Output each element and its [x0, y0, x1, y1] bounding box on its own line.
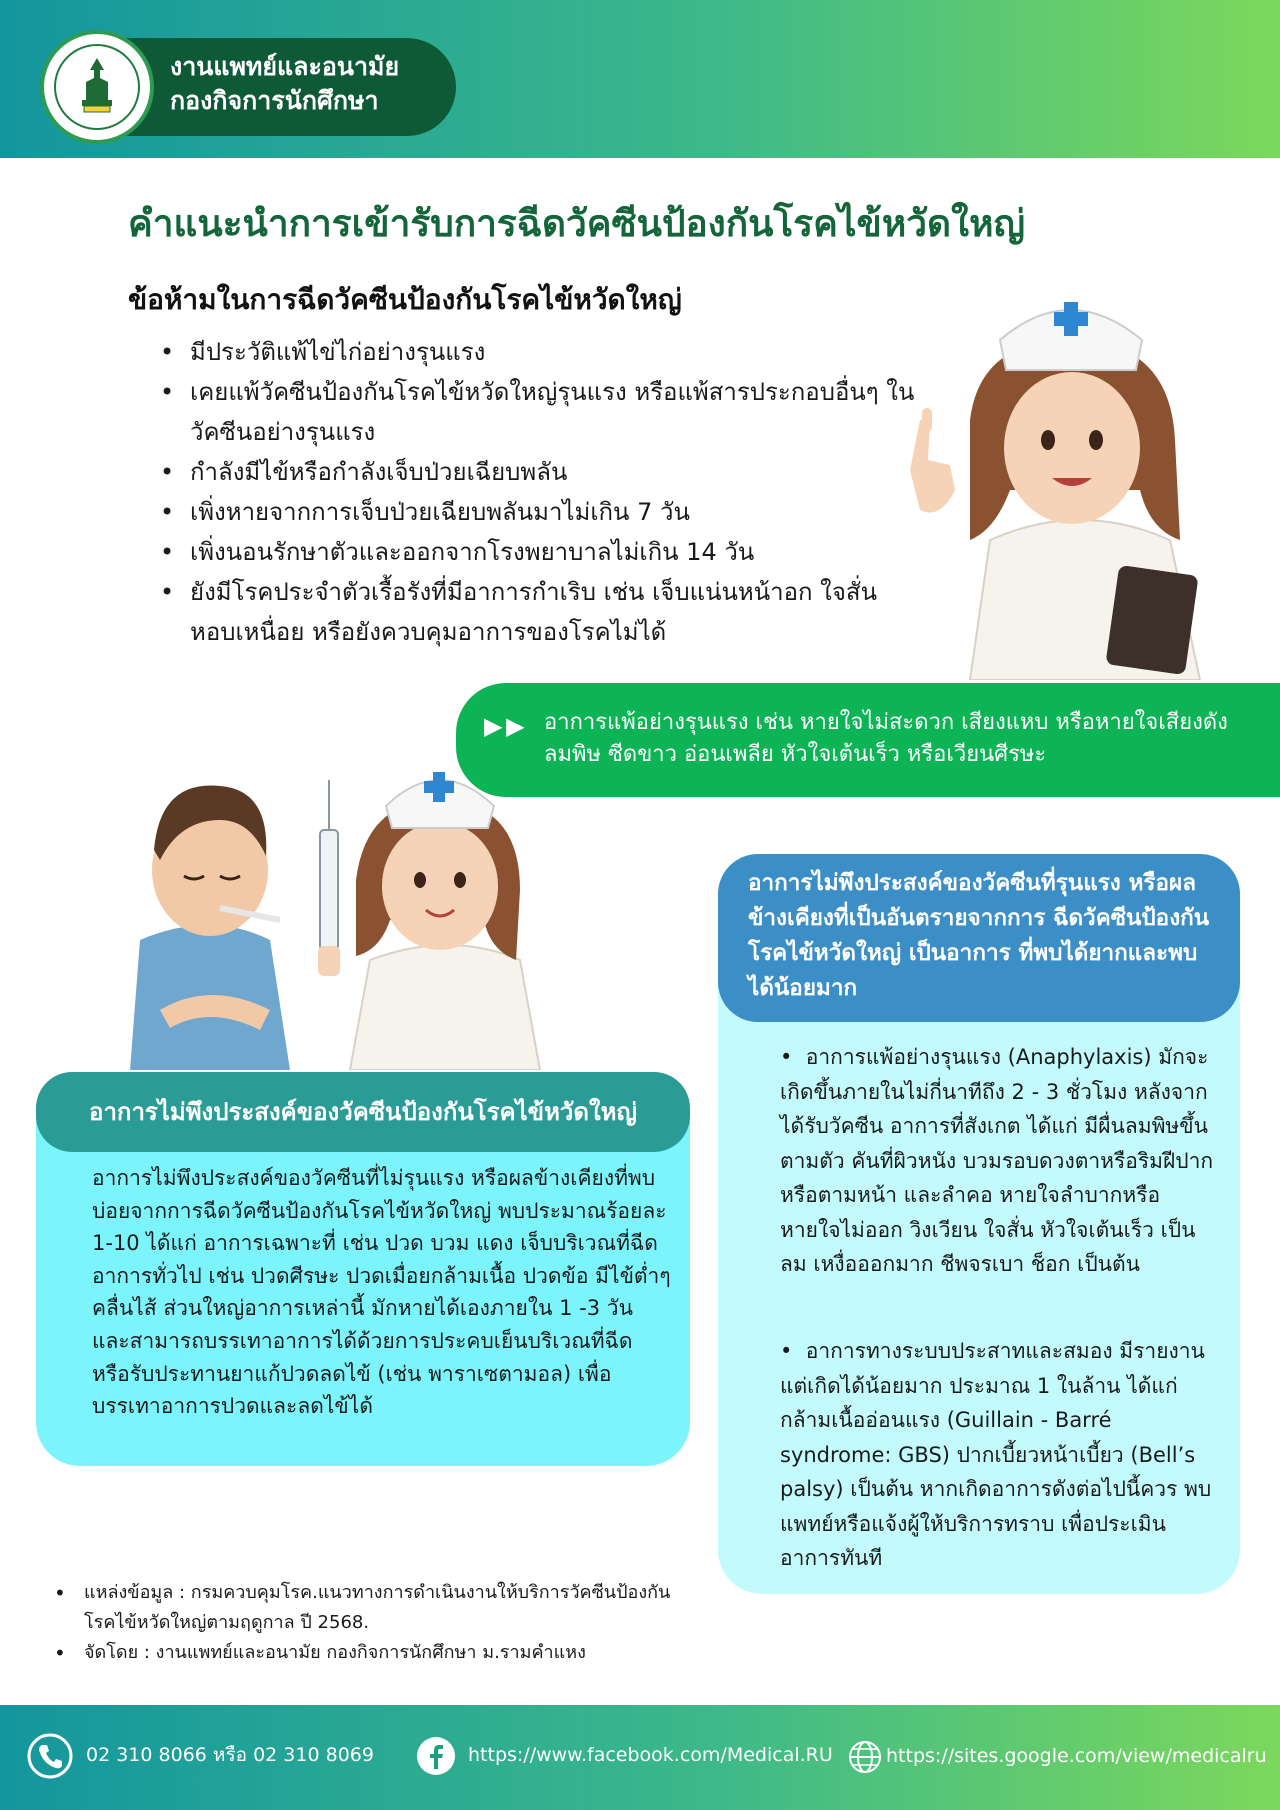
org-line-2: กองกิจการนักศึกษา [170, 86, 379, 115]
bullet: • [780, 1045, 806, 1069]
list-item: • เพิ่งนอนรักษาตัวและออกจากโรงพยาบาลไม่เกิน 14 วัน [160, 532, 940, 572]
serious-effect-text: อาการทางระบบประสาทและสมอง มีรายงานแต่เกิดได้น้อยมาก ประมาณ 1 ในล้าน ได้แก่ กล้ามเนื้ออ่อนแรง (Guillain - Barré syndrome: GBS) ปากเบี้ยวหน้าเบี้ยว (Bell’s palsy) เป็นต้น หากเกิดอาการดังต่อไปนี้ควร พบแพทย์หรือแจ้งผู้ให้บริการทราบ เพื่อประเมินอาการทันที [780, 1339, 1212, 1570]
list-item: • เพิ่งหายจากการเจ็บป่วยเฉียบพลันมาไม่เกิน 7 วัน [160, 492, 940, 532]
org-line-1: งานแพทย์และอนามัย [170, 52, 400, 81]
nurse-illustration [900, 290, 1260, 680]
references-list [54, 1578, 694, 1668]
globe-icon [848, 1740, 882, 1774]
contraindications-list [160, 332, 940, 652]
facebook-link[interactable]: https://www.facebook.com/Medical.RU [468, 1744, 833, 1766]
phone-icon [26, 1732, 74, 1780]
list-item: • เคยแพ้วัคซีนป้องกันโรคไข้หวัดใหญ่รุนแรง หรือแพ้สารประกอบอื่นๆ ในวัคซีนอย่างรุนแรง [160, 372, 950, 452]
banner-text: อาการแพ้อย่างรุนแรง เช่น หายใจไม่สะดวก เสียงแหบ หรือหายใจเสียงดัง ลมพิษ ซีดขาว อ่อนเพลีย หัวใจเต้นเร็ว หรือเวียนศีรษะ [544, 710, 1228, 767]
seal-icon [44, 34, 150, 140]
reference-source: • แหล่งข้อมูล : กรมควบคุมโรค.แนวทางการดำเนินงานให้บริการวัคซีนป้องกันโรคไข้หวัดใหญ่ตามฤดูกาล ปี 2568. [54, 1578, 694, 1638]
org-name [170, 50, 399, 118]
serious-effects-title: อาการไม่พึงประสงค์ของวัคซีนที่รุนแรง หรือผลข้างเคียงที่เป็นอันตรายจากการ ฉีดวัคซีนป้องกันโรคไข้หวัดใหญ่ เป็นอาการ ที่พบได้ยากและพบได้น้อยมาก [748, 870, 1210, 1001]
facebook-icon[interactable] [416, 1736, 456, 1776]
phone-number: 02 310 8066 หรือ 02 310 8069 [86, 1744, 374, 1766]
page-title: คำแนะนำการเข้ารับการฉีดวัคซีนป้องกันโรคไข้หวัดใหญ่ [128, 202, 1025, 245]
reference-organizer: • จัดโดย : งานแพทย์และอนามัย กองกิจการนักศึกษา ม.รามคำแหง [54, 1638, 694, 1668]
website-link[interactable]: https://sites.google.com/view/medicalru [886, 1745, 1267, 1767]
contraindications-title: ข้อห้ามในการฉีดวัคซีนป้องกันโรคไข้หวัดใหญ่ [128, 283, 682, 316]
university-logo-icon [40, 30, 154, 144]
play-arrows-icon: ▶ ▶ [484, 712, 523, 740]
list-item: • มีประวัติแพ้ไข่ไก่อย่างรุนแรง [160, 332, 940, 372]
serious-effect-text: อาการแพ้อย่างรุนแรง (Anaphylaxis) มักจะเกิดขึ้นภายในไม่กี่นาทีถึง 2 - 3 ชั่วโมง หลังจากได้รับวัคซีน อาการที่สังเกต ได้แก่ มีผื่นลมพิษขึ้นตามตัว คันที่ผิวหนัง บวมรอบดวงตาหรือริมฝีปากหรือตามหน้า และลำคอ หายใจลำบากหรือหายใจไม่ออก วิงเวียน ใจสั่น หัวใจเต้นเร็ว เป็นลม เหงื่อออกมาก ชีพจรเบา ช็อก เป็นต้น [780, 1045, 1214, 1276]
serious-effect-anaphylaxis [780, 1040, 1220, 1282]
common-effects-title: อาการไม่พึงประสงค์ของวัคซีนป้องกันโรคไข้หวัดใหญ่ [89, 1098, 637, 1126]
bullet: • [780, 1339, 806, 1363]
serious-effect-neuro [780, 1334, 1220, 1576]
common-effects-body: อาการไม่พึงประสงค์ของวัคซีนที่ไม่รุนแรง หรือผลข้างเคียงที่พบบ่อยจากการฉีดวัคซีนป้องกันโรคไข้หวัดใหญ่ พบประมาณร้อยละ 1-10 ได้แก่ อาการเฉพาะที่ เช่น ปวด บวม แดง เจ็บบริเวณที่ฉีดอาการทั่วไป เช่น ปวดศีรษะ ปวดเมื่อยกล้ามเนื้อ ปวดข้อ มีไข้ต่ำๆ คลื่นไส้ ส่วนใหญ่อาการเหล่านี้ มักหายได้เองภายใน 1 -3 วัน และสามารถบรรเทาอาการได้ด้วยการประคบเย็นบริเวณที่ฉีด หรือรับประทานยาแก้ปวดลดไข้ (เช่น พาราเซตามอล) เพื่อบรรเทาอาการปวดและลดไข้ได้ [92, 1166, 671, 1419]
list-item: • ยังมีโรคประจำตัวเรื้อรังที่มีอาการกำเริบ เช่น เจ็บแน่นหน้าอก ใจสั่น หอบเหนื่อย หรือยังควบคุมอาการของโรคไม่ได้ [160, 572, 880, 652]
list-item: • กำลังมีไข้หรือกำลังเจ็บป่วยเฉียบพลัน [160, 452, 940, 492]
sick-man-illustration [120, 760, 590, 1070]
